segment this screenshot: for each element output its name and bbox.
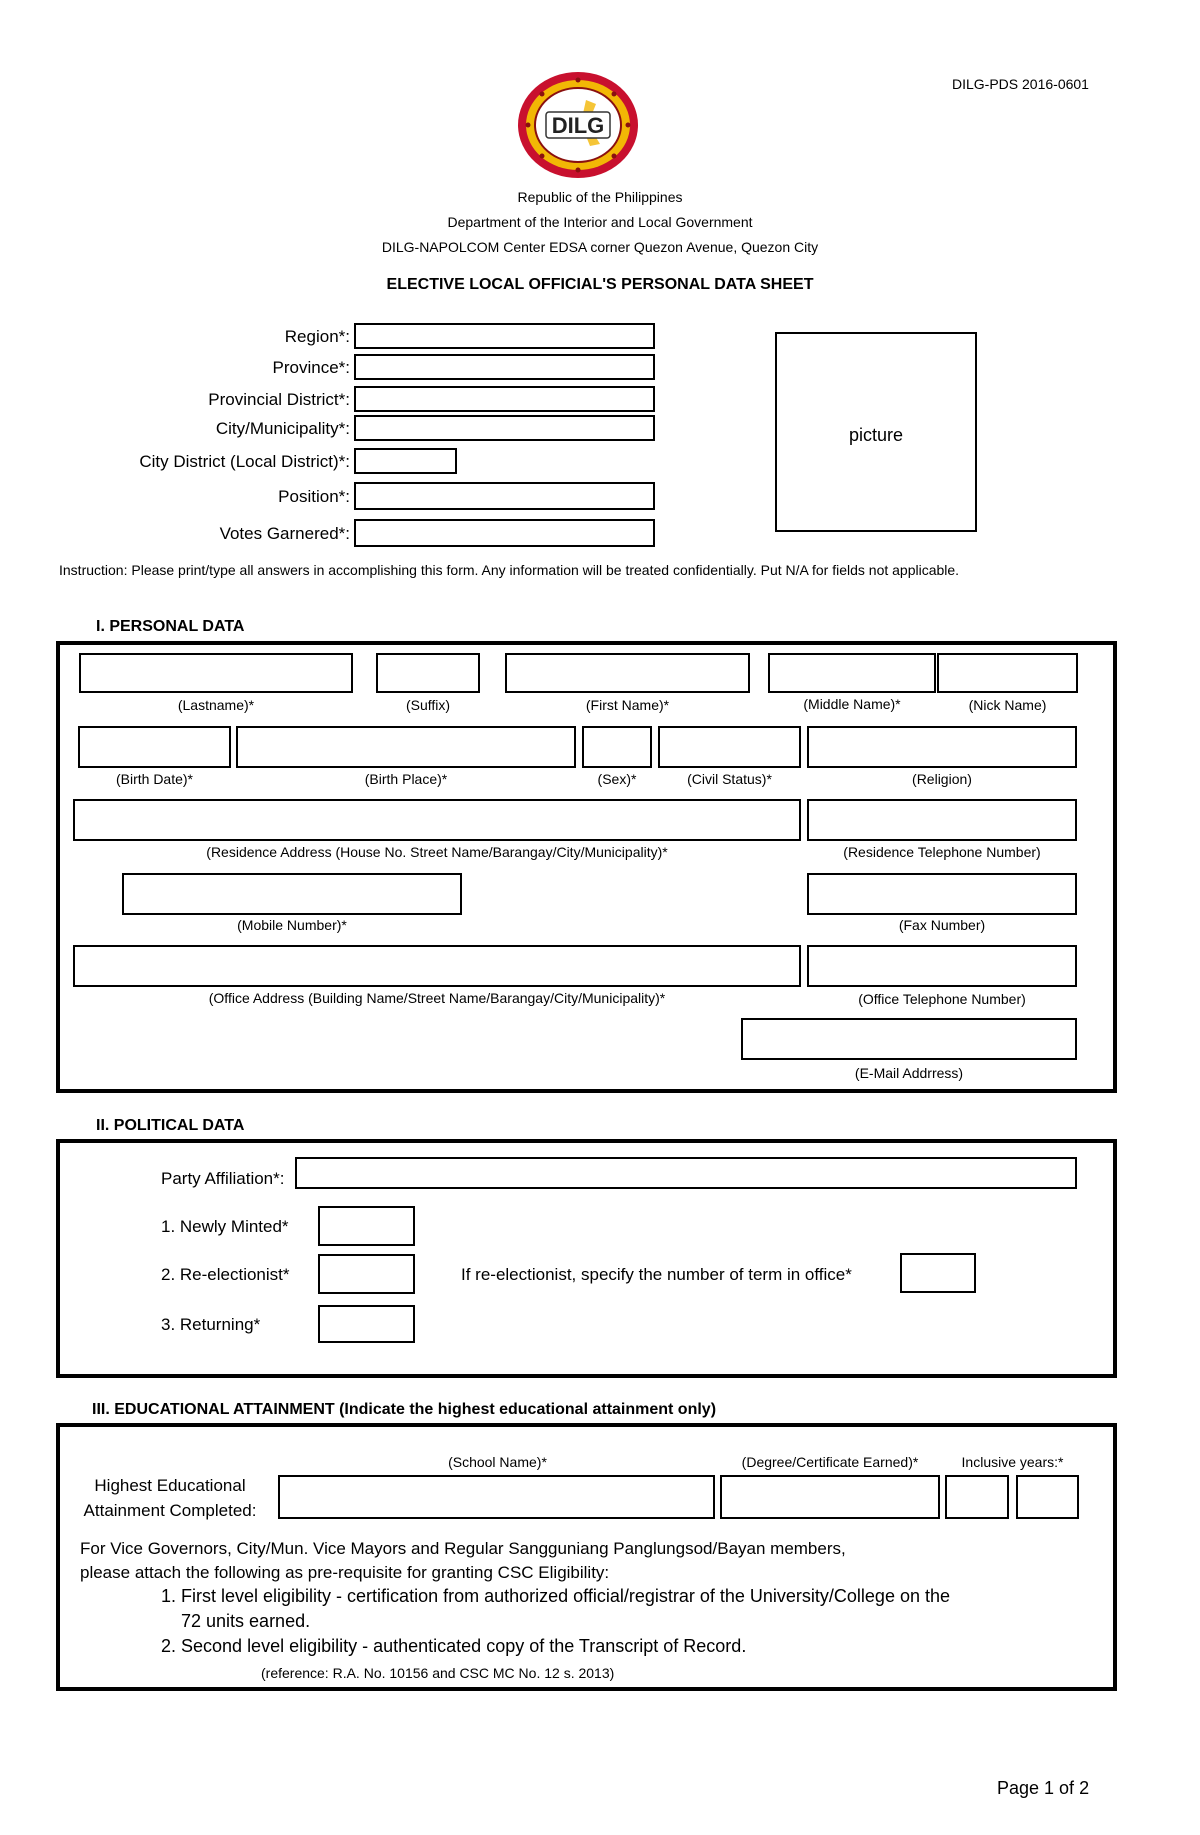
csc-note-line2: please attach the following as pre-requisite for granting CSC Eligibility: [80, 1563, 610, 1582]
sex-input[interactable] [582, 726, 652, 768]
middlename-caption: (Middle Name)* [803, 696, 901, 712]
returning-label: 3. Returning* [161, 1315, 261, 1334]
birthplace-input[interactable] [236, 726, 576, 768]
csc-note-line1: For Vice Governors, City/Mun. Vice Mayors and Regular Sangguniang Panglungsod/Bayan members, [80, 1539, 846, 1558]
civil-status-caption: (Civil Status)* [687, 771, 772, 787]
inclusive-years-caption: Inclusive years:* [961, 1454, 1064, 1470]
birthdate-caption: (Birth Date)* [115, 771, 194, 787]
fax-input[interactable] [807, 873, 1077, 915]
returning-input[interactable] [318, 1305, 415, 1343]
page-title: ELECTIVE LOCAL OFFICIAL'S PERSONAL DATA SHEET [386, 276, 814, 293]
votes-input[interactable] [354, 519, 655, 547]
office-telephone-caption: (Office Telephone Number) [858, 991, 1026, 1007]
terms-in-office-input[interactable] [900, 1253, 976, 1293]
logo-text: DILG [551, 113, 605, 138]
eligibility-item-1: 1. First level eligibility - certification from authorized official/registrar of the University/College on the [161, 1586, 950, 1606]
reelectionist-label: 2. Re-electionist* [161, 1265, 290, 1284]
email-caption: (E-Mail Addrress) [854, 1065, 964, 1081]
province-label: Province*: [272, 358, 350, 377]
degree-input[interactable] [720, 1475, 940, 1519]
votes-label: Votes Garnered*: [219, 524, 350, 543]
firstname-input[interactable] [505, 653, 750, 693]
provincial-district-input[interactable] [354, 386, 655, 412]
suffix-input[interactable] [376, 653, 480, 693]
email-input[interactable] [741, 1018, 1077, 1060]
residence-address-input[interactable] [73, 799, 801, 841]
city-district-label: City District (Local District)*: [139, 452, 350, 471]
header-department: Department of the Interior and Local Government [447, 214, 753, 230]
position-input[interactable] [354, 482, 655, 510]
political-data-heading: II. POLITICAL DATA [96, 1117, 245, 1134]
personal-data-heading: I. PERSONAL DATA [96, 618, 245, 635]
document-code: DILG-PDS 2016-0601 [952, 76, 1089, 92]
eligibility-item-2: 2. Second level eligibility - authenticated copy of the Transcript of Record. [161, 1636, 747, 1656]
highest-education-label-1: Highest Educational [94, 1476, 246, 1495]
fax-caption: (Fax Number) [898, 917, 986, 933]
highest-education-label-2: Attainment Completed: [83, 1501, 257, 1520]
office-address-caption: (Office Address (Building Name/Street Name/Barangay/City/Municipality)* [208, 990, 666, 1006]
newly-minted-label: 1. Newly Minted* [161, 1217, 289, 1236]
page-number: Page 1 of 2 [997, 1778, 1090, 1798]
dilg-logo [516, 70, 640, 180]
religion-caption: (Religion) [912, 771, 972, 787]
nickname-caption: (Nick Name) [968, 697, 1047, 713]
position-label: Position*: [278, 487, 350, 506]
religion-input[interactable] [807, 726, 1077, 768]
office-address-input[interactable] [73, 945, 801, 987]
residence-telephone-caption: (Residence Telephone Number) [843, 844, 1041, 860]
lastname-caption: (Lastname)* [177, 697, 255, 713]
lastname-input[interactable] [79, 653, 353, 693]
party-affiliation-input[interactable] [295, 1157, 1077, 1189]
education-heading: III. EDUCATIONAL ATTAINMENT (Indicate the highest educational attainment only) [92, 1401, 717, 1418]
city-municipality-label: City/Municipality*: [215, 419, 350, 438]
civil-status-input[interactable] [658, 726, 801, 768]
year-to-input[interactable] [1016, 1475, 1079, 1519]
province-input[interactable] [354, 354, 655, 380]
middlename-input[interactable] [768, 653, 936, 693]
birthdate-input[interactable] [78, 726, 231, 768]
city-municipality-input[interactable] [354, 415, 655, 441]
nickname-input[interactable] [937, 653, 1078, 693]
city-district-input[interactable] [354, 448, 457, 474]
degree-caption: (Degree/Certificate Earned)* [741, 1454, 919, 1470]
header-address: DILG-NAPOLCOM Center EDSA corner Quezon Avenue, Quezon City [381, 239, 819, 255]
provincial-district-label: Provincial District*: [208, 390, 350, 409]
mobile-caption: (Mobile Number)* [237, 917, 347, 933]
instruction-text: Instruction: Please print/type all answers in accomplishing this form. Any information will be treated confidentially. Put N/A for fields not applicable. [59, 562, 960, 578]
school-name-input[interactable] [278, 1475, 715, 1519]
birthplace-caption: (Birth Place)* [364, 771, 448, 787]
suffix-caption: (Suffix) [405, 697, 451, 713]
picture-label: picture [848, 425, 904, 445]
office-telephone-input[interactable] [807, 945, 1077, 987]
terms-in-office-label: If re-electionist, specify the number of term in office* [461, 1265, 852, 1284]
eligibility-item-1-cont: 72 units earned. [181, 1611, 311, 1631]
reference-note: (reference: R.A. No. 10156 and CSC MC No. 12 s. 2013) [261, 1665, 615, 1681]
region-input[interactable] [354, 323, 655, 349]
header-country: Republic of the Philippines [517, 189, 683, 205]
residence-telephone-input[interactable] [807, 799, 1077, 841]
mobile-input[interactable] [122, 873, 462, 915]
reelectionist-input[interactable] [318, 1254, 415, 1294]
residence-address-caption: (Residence Address (House No. Street Name/Barangay/City/Municipality)* [206, 844, 668, 860]
region-label: Region*: [284, 327, 350, 346]
firstname-caption: (First Name)* [585, 697, 670, 713]
year-from-input[interactable] [945, 1475, 1009, 1519]
picture-box[interactable] [775, 332, 977, 532]
newly-minted-input[interactable] [318, 1206, 415, 1246]
party-affiliation-label: Party Affiliation*: [161, 1169, 285, 1188]
sex-caption: (Sex)* [597, 771, 637, 787]
school-name-caption: (School Name)* [448, 1454, 547, 1470]
